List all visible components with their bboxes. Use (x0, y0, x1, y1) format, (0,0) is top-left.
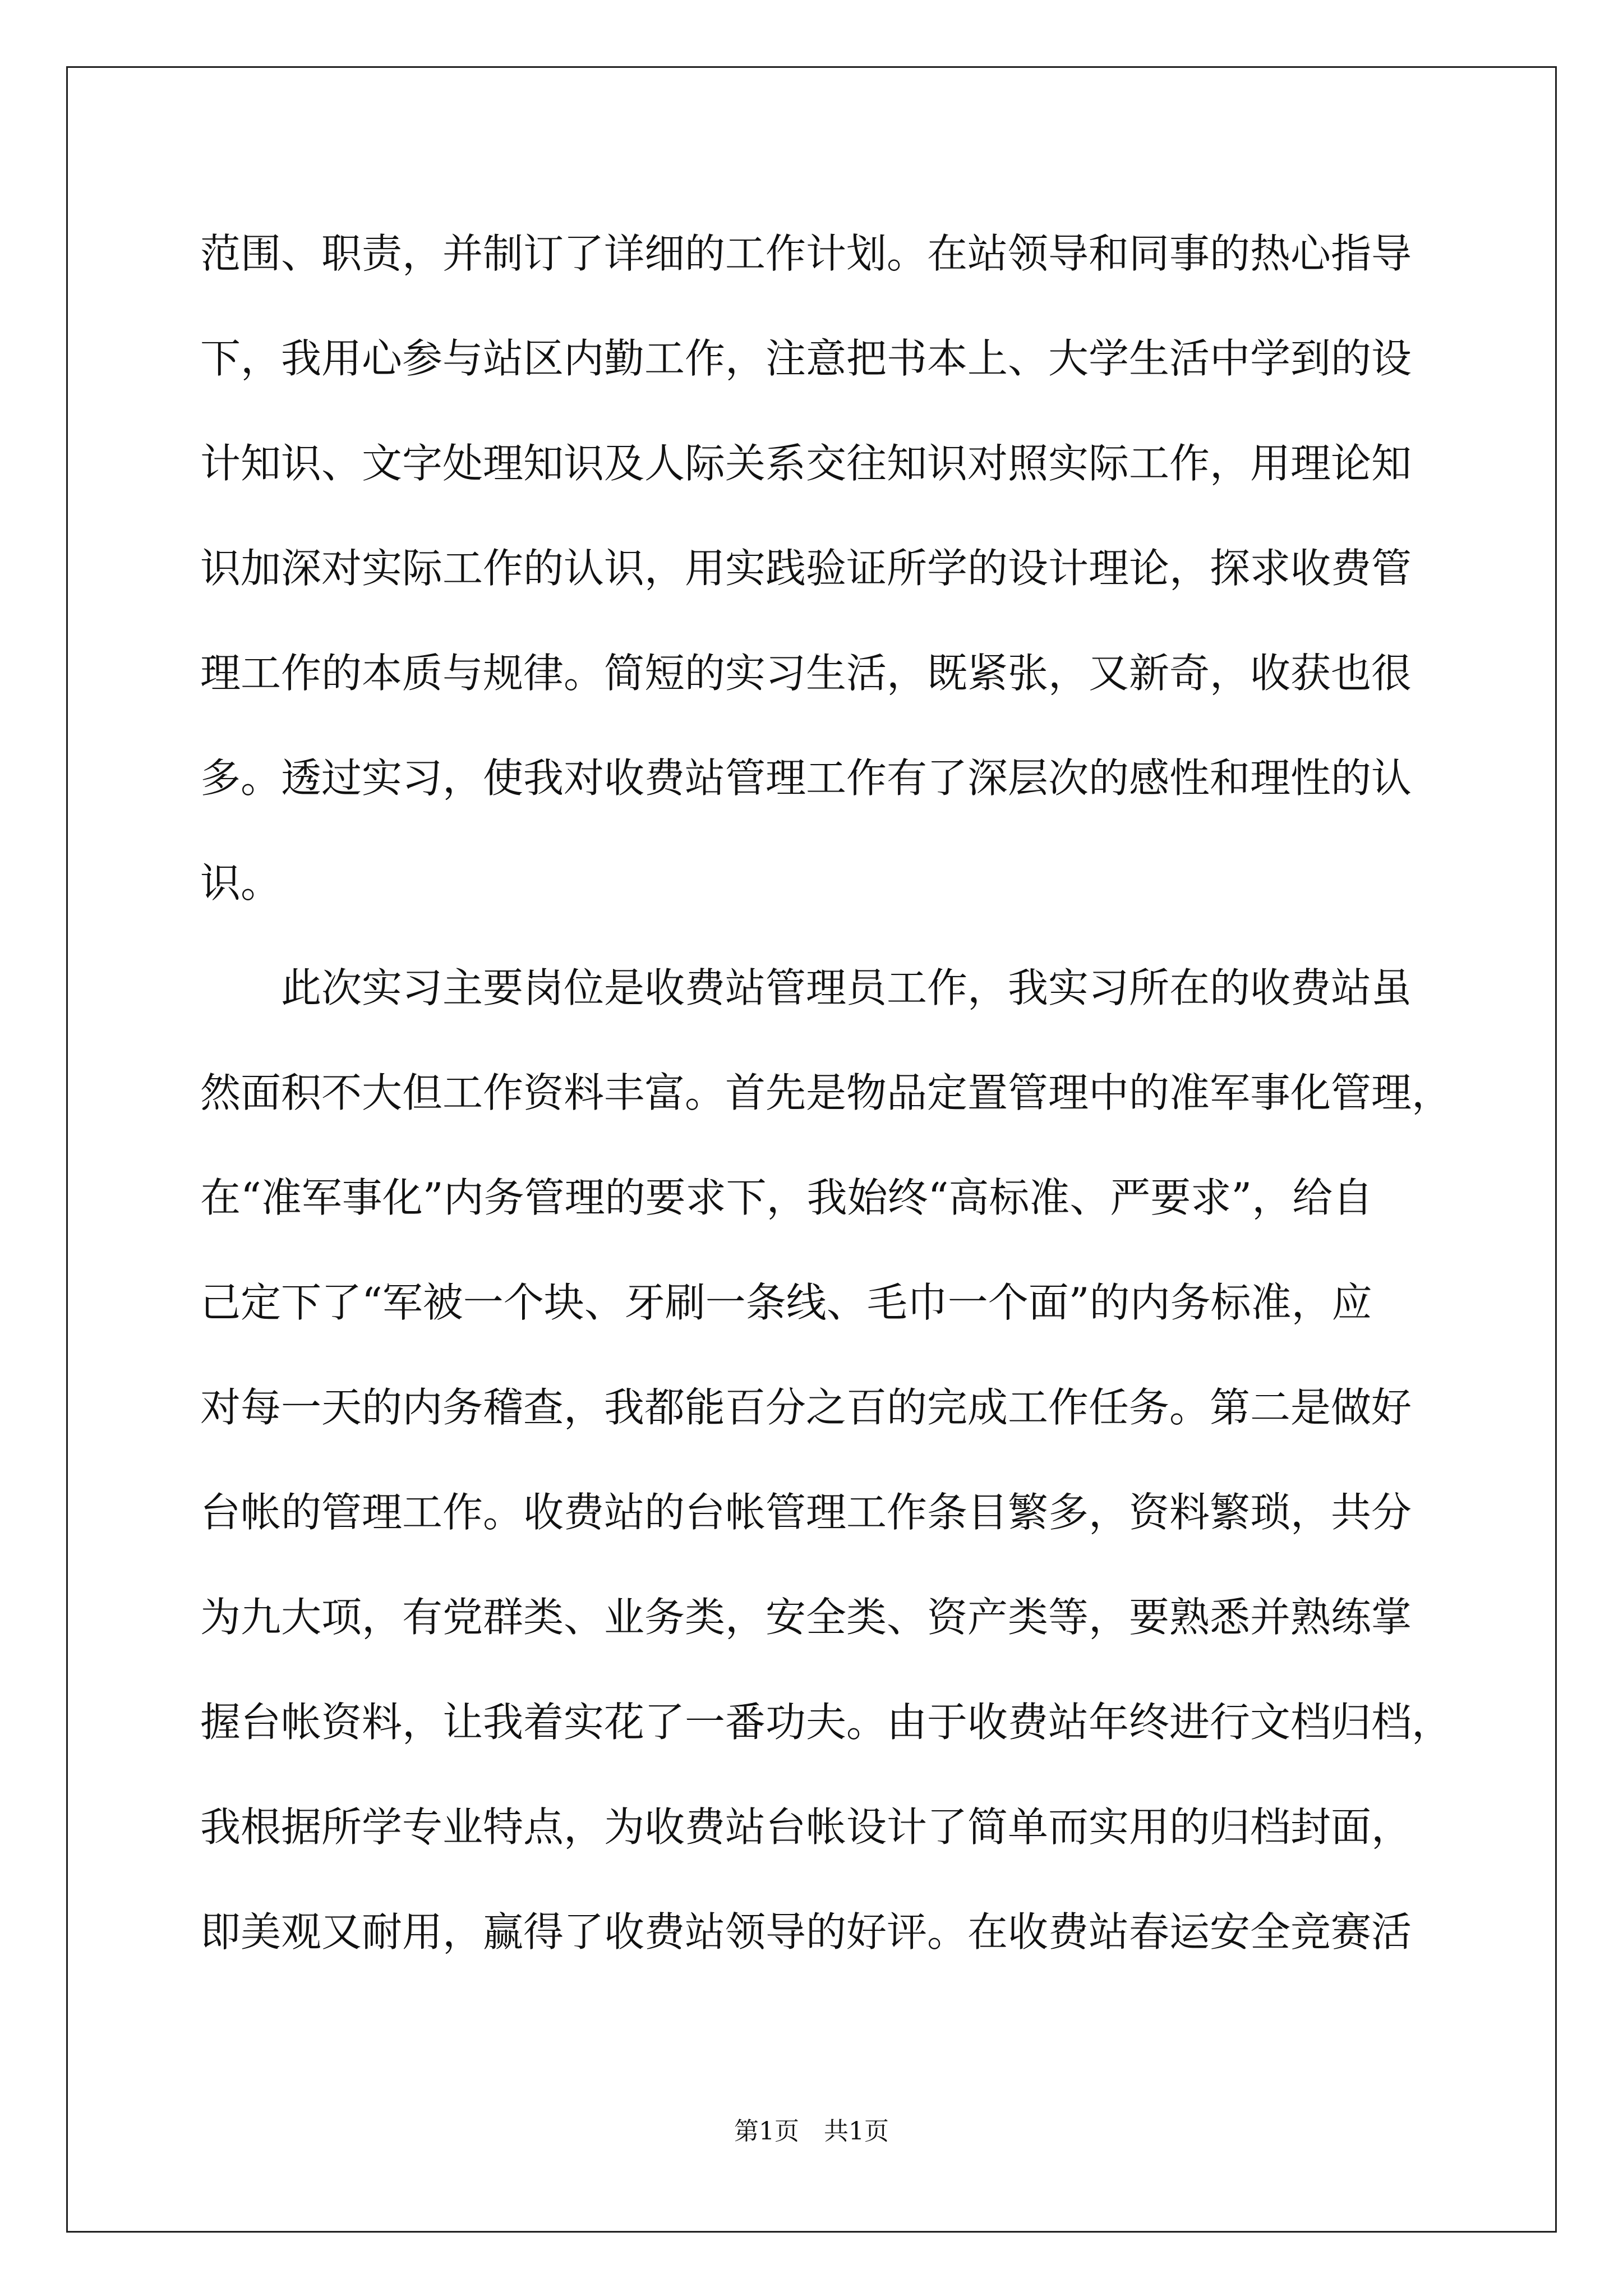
text-line: 即美观又耐用，赢得了收费站领导的好评。在收费站春运安全竞赛活 (200, 1908, 1412, 1955)
text-line: 在“准军事化”内务管理的要求下，我始终“高标准、严要求”，给自 (200, 1174, 1373, 1221)
text-line: 识。 (200, 859, 282, 907)
text-line: 为九大项，有党群类、业务类，安全类、资产类等，要熟悉并熟练掌 (200, 1594, 1412, 1641)
text-line: 范围、职责，并制订了详细的工作计划。在站领导和同事的热心指导 (200, 230, 1412, 277)
page-footer: 第1页 共1页 (734, 2117, 889, 2146)
text-line: 理工作的本质与规律。简短的实习生活，既紧张，又新奇，收获也很 (200, 650, 1412, 697)
text-line: 己定下了“军被一个块、牙刷一条线、毛巾一个面”的内务标准，应 (200, 1279, 1372, 1326)
text-line: 多。透过实习，使我对收费站管理工作有了深层次的感性和理性的认 (200, 754, 1412, 802)
text-line: 我根据所学专业特点，为收费站台帐设计了简单而实用的归档封面， (200, 1803, 1412, 1851)
text-line: 识加深对实际工作的认识，用实践验证所学的设计理论，探求收费管 (200, 545, 1412, 592)
text-line: 台帐的管理工作。收费站的台帐管理工作条目繁多，资料繁琐，共分 (200, 1489, 1412, 1536)
text-line: 对每一天的内务稽查，我都能百分之百的完成工作任务。第二是做好 (200, 1384, 1412, 1431)
text-line: 计知识、文字处理知识及人际关系交往知识对照实际工作，用理论知 (200, 440, 1412, 487)
text-line: 下，我用心参与站区内勤工作，注意把书本上、大学生活中学到的设 (200, 335, 1412, 382)
text-line: 然面积不大但工作资料丰富。首先是物品定置管理中的准军事化管理， (200, 1069, 1453, 1116)
text-line: 此次实习主要岗位是收费站管理员工作，我实习所在的收费站虽 (200, 964, 1412, 1011)
text-line: 握台帐资料，让我着实花了一番功夫。由于收费站年终进行文档归档， (200, 1699, 1453, 1746)
